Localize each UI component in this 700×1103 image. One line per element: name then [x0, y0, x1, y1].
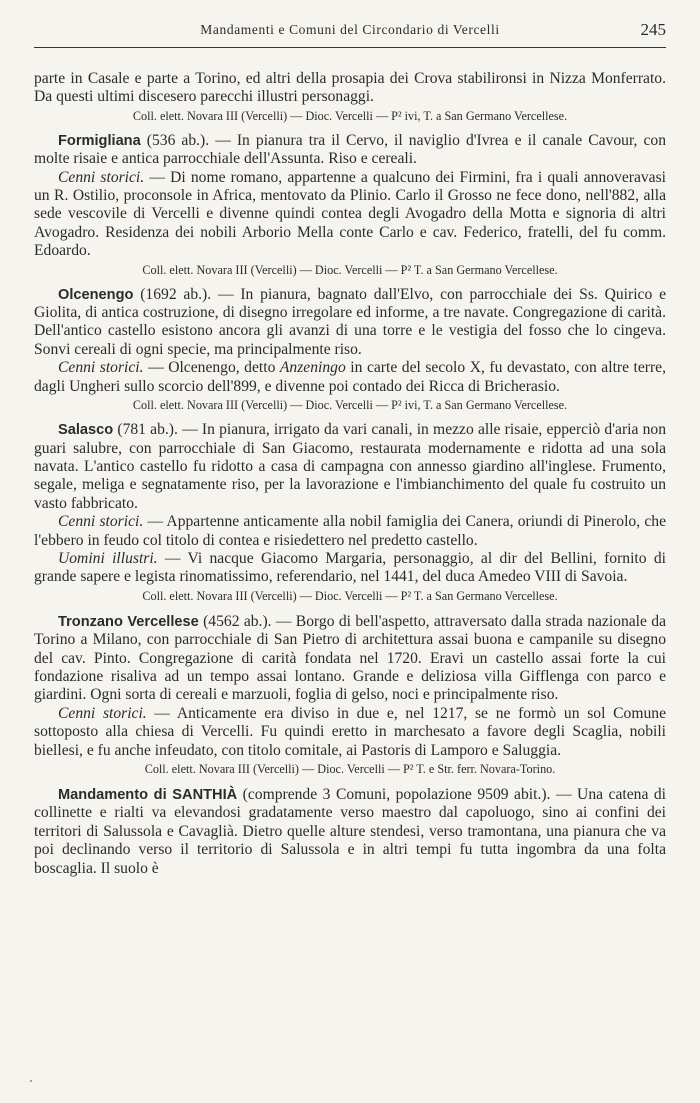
- section-label: Uomini illustri.: [58, 549, 158, 567]
- paragraph-text: — Vi nacque Giacomo Margaria, personaggio, al dir del Bellini, fornito di grande sapere e legista rinomatissimo, referendario, nel 1441, del duca Amedeo VIII di Savoia.: [34, 549, 666, 586]
- page-speck: [30, 1080, 32, 1082]
- page-body: [34, 70, 666, 878]
- header-rule: [34, 47, 666, 48]
- paragraph-text: — Di nome romano, appartenne a qualcuno dei Firmini, fra i quali annoveravasi un R. Ostilio, proconsole in Africa, mentovato da Plinio. Carlo il Grosso ne fece dono, nell'882, alla sede vescovile di Vercelli e divenne quindi contea degli Avogadro della Motta e signoria di altri Avogadro. Residenza dei nobili Arborio Mella conte Carlo e cav. Federico, fratelli, del fu comm. Edoardo.: [34, 168, 666, 260]
- entry-olcenengo: [34, 286, 666, 360]
- section-label: Cenni storici.: [58, 513, 144, 531]
- electoral-note: Coll. elett. Novara III (Vercelli) — Dioc. Vercelli — P² ivi, T. a San Germano Vercellese.: [132, 108, 568, 123]
- entry-text: (comprende 3 Comuni, popolazione 9509 abit.). — Una catena di collinette e rialti va elevandosi gradatamente verso maestro dal capoluogo, sino ai confini dei territori di Salussola e Cavaglià. Dietro quelle alture stendesi, verso tramontana, una pianura che va poi declinando verso il territorio di Salussola e in altri tempi fu tutta ingombra da una folta boscaglia. Il suolo è: [34, 786, 667, 877]
- paragraph-text: — Appartenne anticamente alla nobil famiglia dei Canera, oriundi di Pinerolo, che l'ebbero in feudo col titolo di contea e risiedettero nel predetto castello.: [34, 513, 666, 549]
- section-label: Cenni storici.: [58, 704, 147, 722]
- running-header: [34, 20, 666, 42]
- page-number: 245: [640, 20, 666, 39]
- paragraph: [34, 359, 666, 396]
- historic-name: Anzeningo: [279, 359, 346, 377]
- section-label: Cenni storici.: [58, 168, 145, 186]
- section-label: Cenni storici.: [58, 359, 144, 377]
- running-title: Mandamenti e Comuni del Circondario di Vercelli: [200, 22, 500, 37]
- entry-text: (1692 ab.). — In pianura, bagnato dall'Elvo, con parrocchiale dei Ss. Quirico e Giolita, di antica costruzione, di disegno irregolare ed informe, a tre navate. Congregazione di carità. Dell'antico castello esistono ancora gli avanzi di una torre e le vestigia del fosso che lo cingeva. Sonvi cereali di ogni specie, ma principalmente riso.: [34, 285, 666, 358]
- entry-name: Salasco: [58, 422, 114, 439]
- paragraph: [34, 513, 666, 550]
- entry-name: Olcenengo: [58, 286, 134, 303]
- entry-text: (4562 ab.). — Borgo di bell'aspetto, attraversato dalla strada nazionale da Torino a Milano, con parrocchiale di San Pietro di architettura assai buona e campanile su disegno del cav. Pinto. Congregazione di carità fondata nel 1720. Eravi un castello assai forte la cui fondazione risaliva ad un tempo assai lontano. Grande e deliziosa villa Gifflenga con parco e giardini. Ogni sorta di cereali e marzuoli, foglia di gelso, noci e principalmente riso.: [34, 612, 666, 704]
- entry-tronzano: [34, 613, 666, 705]
- paragraph: [34, 169, 666, 261]
- paragraph: [34, 705, 666, 760]
- entry-salasco: [34, 421, 666, 513]
- electoral-note: Coll. elett. Novara III (Vercelli) — Dioc. Vercelli — P² T. e Str. ferr. Novara-Torino.: [144, 762, 556, 776]
- paragraph: [34, 550, 666, 587]
- paragraph-text: in carte del secolo X, fu devastato, con altre terre, dagli Ungheri sullo scorcio dell'899, e divenne poi contado dei Ricca di Bricherasio.: [34, 359, 667, 395]
- electoral-note: Coll. elett. Novara III (Vercelli) — Dioc. Vercelli — P² T. a San Germano Vercellese.: [142, 588, 558, 603]
- paragraph-text: — Anticamente era diviso in due e, nel 1217, se ne formò un sol Comune sottoposto alla chiesa di Vercelli. Fu quindi eretto in marchesato a favore degli Scaglia, nobili biellesi, e fu anche infeudato, con titolo comitale, ai Pastoris di Lamporo e Saluggia.: [34, 704, 666, 759]
- paragraph-text: — Olcenengo, detto: [143, 359, 280, 377]
- entry-text: (781 ab.). — In pianura, irrigato da vari canali, in mezzo alle risaie, epperciò d'aria non guari salubre, con parrocchiale di San Giacomo, restaurata modernamente e ridotta ad una sola navata. L'antico castello fu ridotto a casa di campagna con annesso giardino all'inglese. Frumento, segale, meliga e segnatamente riso, per la lavorazione e l'imbianchimento del quale fu costruito un vasto fabbricato.: [34, 421, 666, 512]
- entry-formigliana: [34, 132, 666, 169]
- entry-name: Mandamento di SANTHIÀ: [58, 787, 238, 803]
- electoral-note: Coll. elett. Novara III (Vercelli) — Dioc. Vercelli — P² T. a San Germano Vercellese.: [142, 262, 558, 277]
- entry-mandamento-santhia: [34, 786, 666, 878]
- paragraph: parte in Casale e parte a Torino, ed altri della prosapia dei Crova stabilironsi in Nizza Monferrato. Da questi ultimi discesero parecchi illustri personaggi.: [34, 70, 666, 106]
- entry-name: Tronzano Vercellese: [58, 613, 199, 630]
- entry-text: (536 ab.). — In pianura tra il Cervo, il naviglio d'Ivrea e il canale Cavour, con molte risaie e antica parrocchiale dell'Assunta. Riso e cereali.: [34, 131, 666, 168]
- electoral-note: Coll. elett. Novara III (Vercelli) — Dioc. Vercelli — P² ivi, T. a San Germano Vercellese.: [132, 398, 568, 413]
- entry-name: Formigliana: [58, 132, 141, 149]
